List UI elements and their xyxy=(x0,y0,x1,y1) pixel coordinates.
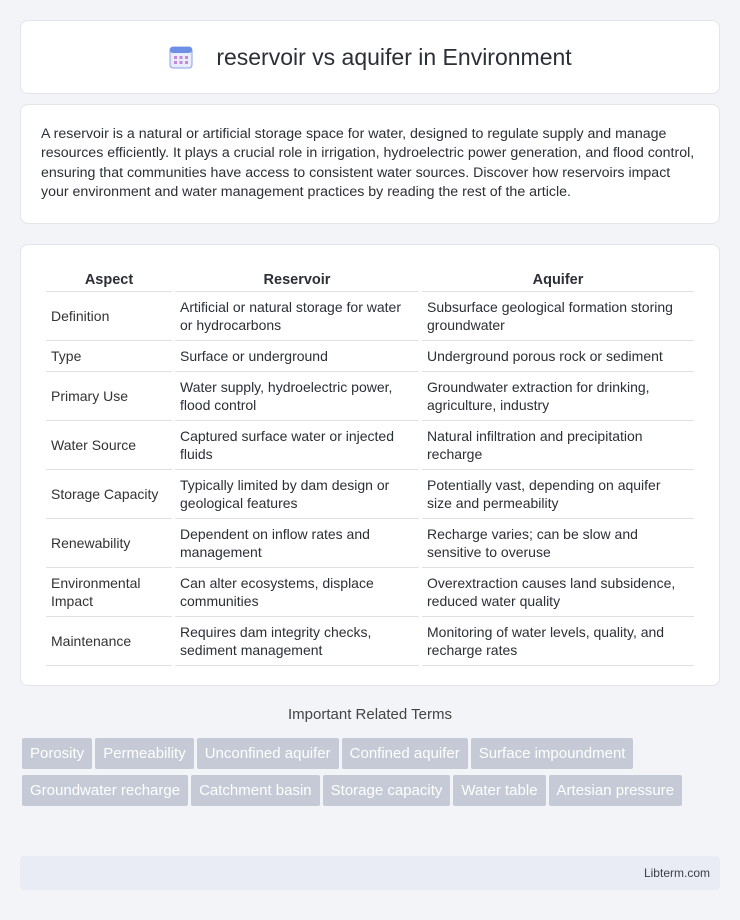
row-reservoir: Typically limited by dam design or geological features xyxy=(175,469,419,518)
page-title: reservoir vs aquifer in Environment xyxy=(216,43,572,70)
related-terms-title: Important Related Terms xyxy=(288,706,452,723)
table-row xyxy=(46,420,694,469)
comparison-table-card xyxy=(20,244,720,686)
tag-permeability[interactable]: Permeability xyxy=(95,738,194,769)
tag-artesian-pressure[interactable]: Artesian pressure xyxy=(549,775,683,806)
row-reservoir: Artificial or natural storage for water or hydrocarbons xyxy=(175,291,419,340)
tag-unconfined-aquifer[interactable]: Unconfined aquifer xyxy=(197,738,339,769)
row-aspect: Primary Use xyxy=(46,371,172,420)
row-aquifer: Overextraction causes land subsidence, reduced water quality xyxy=(422,567,694,616)
intro-text: A reservoir is a natural or artificial storage space for water, designed to regulate supply and manage resources efficiently. It plays a crucial role in irrigation, hydroelectric power generation, and flood control, ensuring that communities have access to consistent water sources. Discover how reservoirs impact your environment and water management practices by reading the rest of the article. xyxy=(41,126,695,200)
table-row xyxy=(46,469,694,518)
row-aquifer: Natural infiltration and precipitation recharge xyxy=(422,420,694,469)
tag-porosity[interactable]: Porosity xyxy=(22,738,92,769)
header-aspect: Aspect xyxy=(84,272,134,288)
row-reservoir: Dependent on inflow rates and management xyxy=(175,518,419,567)
table-row xyxy=(46,518,694,567)
tag-storage-capacity[interactable]: Storage capacity xyxy=(323,775,451,806)
row-aquifer: Groundwater extraction for drinking, agriculture, industry xyxy=(422,371,694,420)
row-aspect: Environmental Impact xyxy=(46,567,172,616)
tag-confined-aquifer[interactable]: Confined aquifer xyxy=(342,738,468,769)
footer-site-link[interactable]: Libterm.com xyxy=(643,866,710,880)
row-aspect: Maintenance xyxy=(46,616,172,666)
row-reservoir: Surface or underground xyxy=(175,340,419,371)
tag-groundwater-recharge[interactable]: Groundwater recharge xyxy=(22,775,188,806)
row-aquifer: Potentially vast, depending on aquifer size and permeability xyxy=(422,469,694,518)
tag-catchment-basin[interactable]: Catchment basin xyxy=(191,775,320,806)
row-aquifer: Underground porous rock or sediment xyxy=(422,340,694,371)
row-reservoir: Water supply, hydroelectric power, flood control xyxy=(175,371,419,420)
table-row xyxy=(46,567,694,616)
row-aquifer: Monitoring of water levels, quality, and recharge rates xyxy=(422,616,694,666)
row-aspect: Water Source xyxy=(46,420,172,469)
header-reservoir: Reservoir xyxy=(263,272,331,288)
row-reservoir: Requires dam integrity checks, sediment management xyxy=(175,616,419,666)
intro-card xyxy=(20,104,720,224)
row-aspect: Renewability xyxy=(46,518,172,567)
footer xyxy=(20,856,720,890)
table-row xyxy=(46,616,694,666)
calendar-icon xyxy=(168,44,194,70)
comparison-table xyxy=(43,265,697,666)
row-aquifer: Recharge varies; can be slow and sensitive to overuse xyxy=(422,518,694,567)
related-terms-list xyxy=(22,738,722,812)
row-reservoir: Captured surface water or injected fluids xyxy=(175,420,419,469)
row-aquifer: Subsurface geological formation storing groundwater xyxy=(422,291,694,340)
row-aspect: Type xyxy=(46,340,172,371)
tag-water-table[interactable]: Water table xyxy=(453,775,545,806)
row-aspect: Storage Capacity xyxy=(46,469,172,518)
table-header-row xyxy=(46,265,694,291)
row-aspect: Definition xyxy=(46,291,172,340)
table-row xyxy=(46,291,694,340)
table-row xyxy=(46,340,694,371)
table-row xyxy=(46,371,694,420)
header-aquifer: Aquifer xyxy=(532,272,584,288)
row-reservoir: Can alter ecosystems, displace communities xyxy=(175,567,419,616)
title-card xyxy=(20,20,720,94)
tag-surface-impoundment[interactable]: Surface impoundment xyxy=(471,738,634,769)
